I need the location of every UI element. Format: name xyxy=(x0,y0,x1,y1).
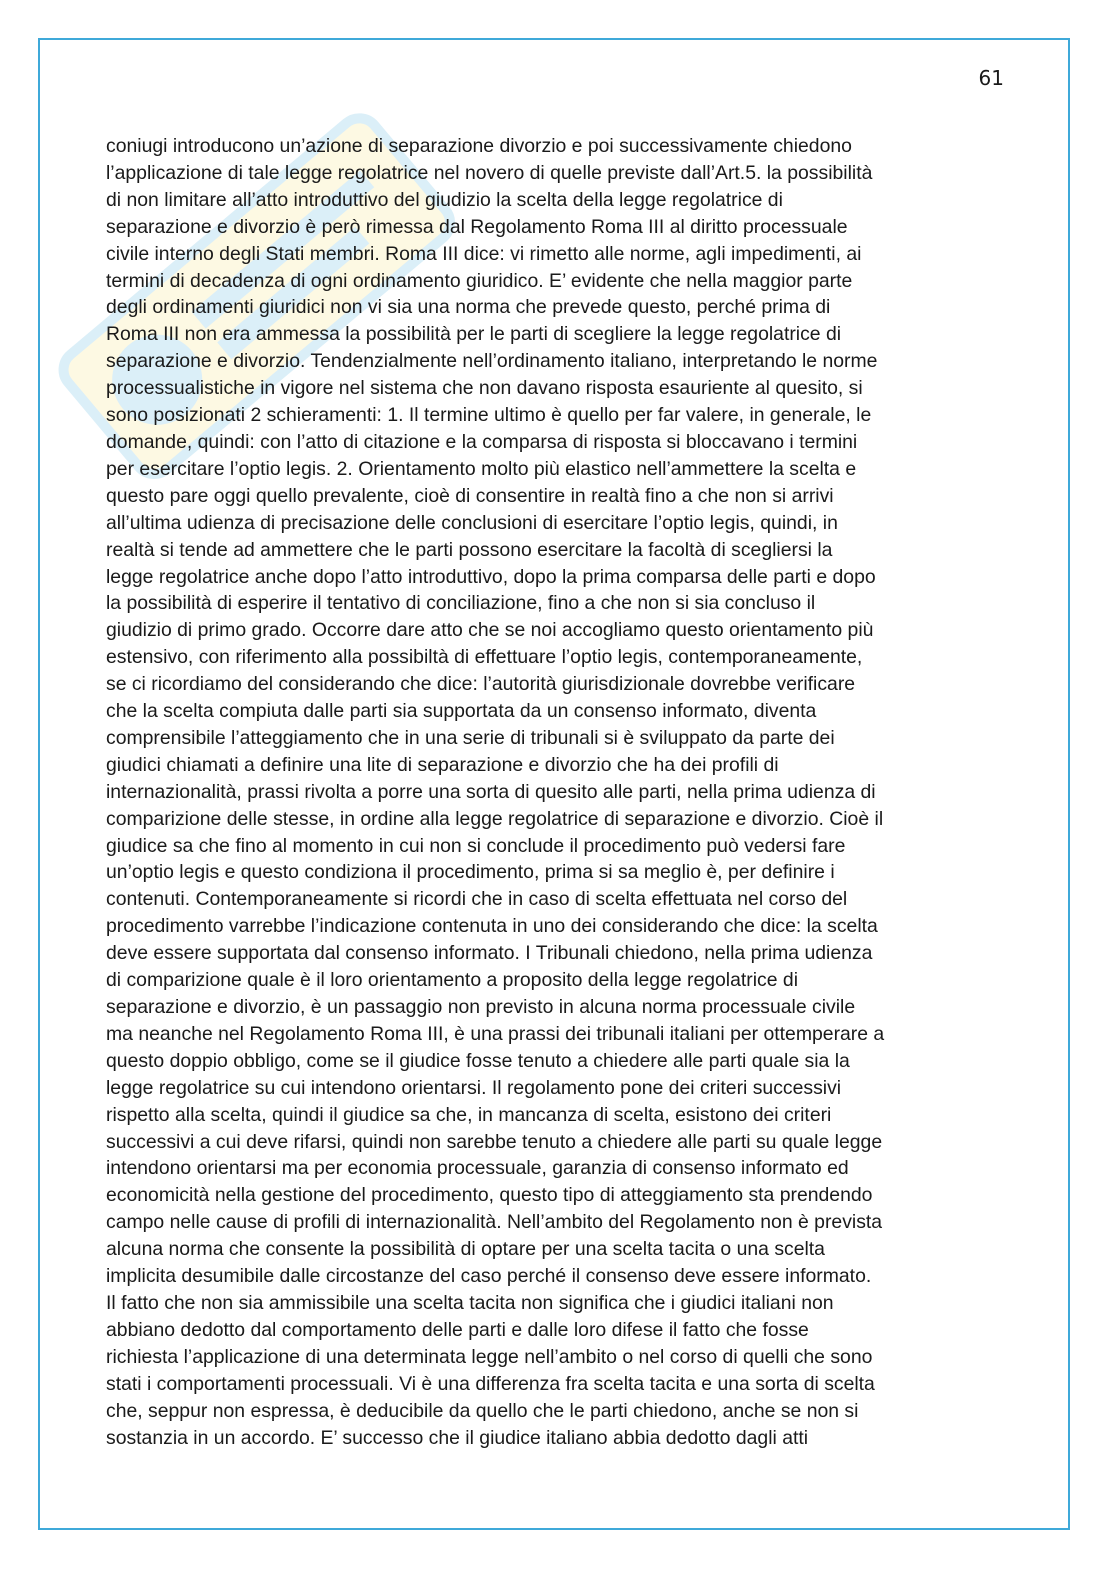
text-line: campo nelle cause di profili di internazionalità. Nell’ambito del Regolamento non è prevista xyxy=(106,1211,883,1234)
text-line: contenuti. Contemporaneamente si ricordi che in caso di scelta effettuata nel corso del xyxy=(106,888,848,911)
text-line: questo doppio obbligo, come se il giudice fosse tenuto a chiedere alle parti quale sia la xyxy=(106,1049,850,1072)
text-line: intendono orientarsi ma per economia processuale, garanzia di consenso informato ed xyxy=(106,1157,849,1180)
text-line: civile interno degli Stati membri. Roma III dice: vi rimetto alle norme, agli impedimenti, ai xyxy=(106,242,862,265)
text-line: giudice sa che fino al momento in cui non si conclude il procedimento può vedersi fare xyxy=(106,834,846,857)
text-line: ma neanche nel Regolamento Roma III, è una prassi dei tribunali italiani per ottemperare a xyxy=(106,1022,885,1045)
text-line: di non limitare all’atto introduttivo del giudizio la scelta della legge regolatrice di xyxy=(106,188,783,211)
text-line: successivi a cui deve rifarsi, quindi non sarebbe tenuto a chiedere alle parti su quale legge xyxy=(106,1130,883,1153)
page-number: 61 xyxy=(978,66,1004,90)
text-line: se ci ricordiamo del considerando che dice: l’autorità giurisdizionale dovrebbe verificare xyxy=(106,673,856,696)
text-line: comprensibile l’atteggiamento che in una serie di tribunali si è sviluppato da parte dei xyxy=(106,726,835,749)
text-line: processualistiche in vigore nel sistema che non davano risposta esauriente al quesito, si xyxy=(106,377,863,400)
text-line: Il fatto che non sia ammissibile una scelta tacita non significa che i giudici italiani non xyxy=(106,1291,834,1314)
text-line: deve essere supportata dal consenso informato. I Tribunali chiedono, nella prima udienza xyxy=(106,942,873,965)
text-line: domande, quindi: con l’atto di citazione e la comparsa di risposta si bloccavano i termini xyxy=(106,430,858,453)
text-line: l’applicazione di tale legge regolatrice nel novero di quelle previste dall’Art.5. la possibilità xyxy=(106,161,873,184)
text-line: sono posizionati 2 schieramenti: 1. Il termine ultimo è quello per far valere, in generale, le xyxy=(106,404,872,427)
text-line: all’ultima udienza di precisazione delle conclusioni di esercitare l’optio legis, quindi, in xyxy=(106,511,838,534)
text-line: comparizione delle stesse, in ordine alla legge regolatrice di separazione e divorzio. Cioè il xyxy=(106,807,884,830)
text-line: giudizio di primo grado. Occorre dare atto che se noi accogliamo questo orientamento più xyxy=(106,619,874,642)
text-line: questo pare oggi quello prevalente, cioè di consentire in realtà fino a che non si arrivi xyxy=(106,484,834,507)
text-line: separazione e divorzio è però rimessa dal Regolamento Roma III al diritto processuale xyxy=(106,215,848,238)
text-line: sostanzia in un accordo. E’ successo che il giudice italiano abbia dedotto dagli atti xyxy=(106,1426,809,1449)
text-line: di comparizione quale è il loro orientamento a proposito della legge regolatrice di xyxy=(106,969,799,992)
text-line: richiesta l’applicazione di una determinata legge nell’ambito o nel corso di quelli che sono xyxy=(106,1345,873,1368)
text-line: alcuna norma che consente la possibilità di optare per una scelta tacita o una scelta xyxy=(106,1238,825,1261)
text-line: termini di decadenza di ogni ordinamento giuridico. E’ evidente che nella maggior parte xyxy=(106,269,853,292)
text-line: giudici chiamati a definire una lite di separazione e divorzio che ha dei profili di xyxy=(106,753,779,776)
text-line: procedimento varrebbe l’indicazione contenuta in uno dei considerando che dice: la scelta xyxy=(106,915,878,938)
body-text xyxy=(106,133,1006,1451)
text-line: economicità nella gestione del procedimento, questo tipo di atteggiamento sta prendendo xyxy=(106,1184,873,1207)
text-line: implicita desumibile dalle circostanze del caso perché il consenso deve essere informato. xyxy=(106,1265,872,1288)
text-line: separazione e divorzio. Tendenzialmente nell’ordinamento italiano, interpretando le norme xyxy=(106,350,878,373)
text-line: che, seppur non espressa, è deducibile da quello che le parti chiedono, anche se non si xyxy=(106,1399,859,1422)
text-line: estensivo, con riferimento alla possibiltà di effettuare l’optio legis, contemporaneamente, xyxy=(106,646,863,669)
text-line: legge regolatrice anche dopo l’atto introduttivo, dopo la prima comparsa delle parti e dopo xyxy=(106,565,876,588)
text-line: un’optio legis e questo condiziona il procedimento, prima si sa meglio è, per definire i xyxy=(106,861,835,884)
text-line: realtà si tende ad ammettere che le parti possono esercitare la facoltà di scegliersi la xyxy=(106,538,833,561)
text-line: degli ordinamenti giuridici non vi sia una norma che prevede questo, perché prima di xyxy=(106,296,831,319)
text-line: separazione e divorzio, è un passaggio non previsto in alcuna norma processuale civile xyxy=(106,996,856,1018)
text-line: la possibilità di esperire il tentativo di conciliazione, fino a che non si sia concluso il xyxy=(106,592,816,615)
text-line: per esercitare l’optio legis. 2. Orientamento molto più elastico nell’ammettere la scelta e xyxy=(106,457,857,480)
text-line: stati i comportamenti processuali. Vi è una differenza fra scelta tacita e una sorta di scelta xyxy=(106,1372,875,1395)
text-line: che la scelta compiuta dalle parti sia supportata da un consenso informato, diventa xyxy=(106,700,817,723)
text-line: legge regolatrice su cui intendono orientarsi. Il regolamento pone dei criteri successivi xyxy=(106,1076,842,1099)
text-line: rispetto alla scelta, quindi il giudice sa che, in mancanza di scelta, esistono dei criteri xyxy=(106,1103,832,1126)
text-line: internazionalità, prassi rivolta a porre una sorta di quesito alle parti, nella prima udienza di xyxy=(106,780,876,803)
text-line: Roma III non era ammessa la possibilità per le parti di scegliere la legge regolatrice di xyxy=(106,323,842,346)
text-line: abbiano dedotto dal comportamento delle parti e dalle loro difese il fatto che fosse xyxy=(106,1318,809,1341)
text-line: coniugi introducono un’azione di separazione divorzio e poi successivamente chiedono xyxy=(106,135,852,157)
